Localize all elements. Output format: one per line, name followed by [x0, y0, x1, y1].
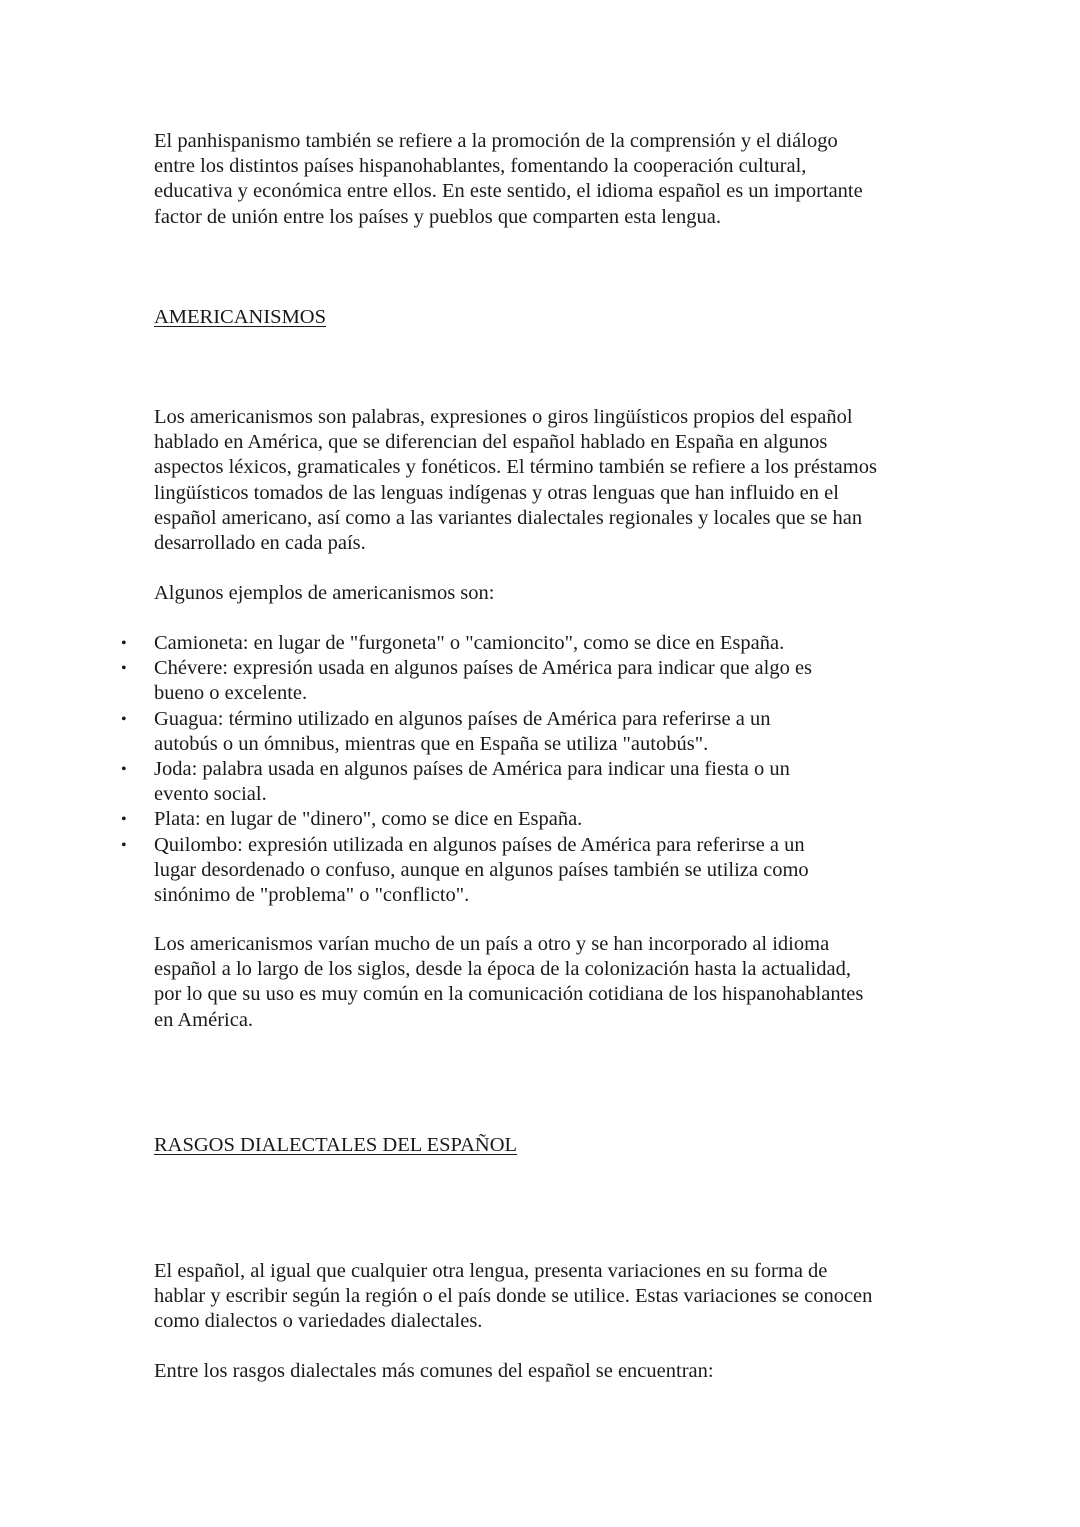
examples-intro	[154, 581, 934, 606]
text-line: Algunos ejemplos de americanismos son:	[154, 582, 495, 604]
rasgos-paragraph	[154, 1259, 934, 1335]
bullet-icon: •	[121, 635, 127, 652]
text-line: desarrollado en cada país.	[154, 532, 366, 555]
text-line: aspectos léxicos, gramaticales y fonéticos. El término también se refiere a los préstamos	[154, 456, 877, 479]
list-item	[89, 631, 934, 656]
text-line: Chévere: expresión usada en algunos países de América para indicar que algo es	[154, 657, 813, 680]
rasgos-list-intro	[154, 1359, 934, 1384]
text-line: educativa y económica entre ellos. En este sentido, el idioma español es un importante	[154, 180, 863, 203]
text-line: en América.	[154, 1008, 254, 1031]
list-item	[89, 656, 934, 706]
text-line: lugar desordenado o confuso, aunque en algunos países también se utiliza como	[154, 858, 809, 881]
intro-paragraph	[154, 129, 934, 230]
bullet-icon: •	[121, 836, 127, 854]
text-line: Plata: en lugar de "dinero", como se dice en España.	[154, 808, 583, 831]
text-line: factor de unión entre los países y pueblos que comparten esta lengua.	[154, 205, 721, 228]
text-line: lingüísticos tomados de las lenguas indígenas y otras lenguas que han influido en el	[154, 481, 839, 504]
examples-list	[89, 631, 934, 908]
text-line: Guagua: término utilizado en algunos países de América para referirse a un	[154, 707, 771, 730]
text-line: El panhispanismo también se refiere a la promoción de la comprensión y el diálogo	[154, 130, 838, 152]
text-line: español a lo largo de los siglos, desde la época de la colonización hasta la actualidad,	[154, 958, 851, 981]
list-item	[89, 707, 934, 757]
section-heading-americanismos	[154, 305, 934, 330]
bullet-icon: •	[121, 761, 127, 779]
text-line: Quilombo: expresión utilizada en algunos países de América para referirse a un	[154, 833, 805, 856]
americanismos-closing-paragraph	[154, 932, 934, 1033]
text-line: autobús o un ómnibus, mientras que en España se utiliza "autobús".	[154, 732, 709, 755]
list-item	[89, 807, 934, 832]
text-line: entre los distintos países hispanohablantes, fomentando la cooperación cultural,	[154, 155, 807, 178]
text-line: El español, al igual que cualquier otra lengua, presenta variaciones en su forma de	[154, 1260, 828, 1282]
bullet-icon: •	[121, 660, 127, 678]
text-line: Los americanismos varían mucho de un país a otro y se han incorporado al idioma	[154, 933, 830, 955]
bullet-icon: •	[121, 710, 127, 728]
text-line: sinónimo de "problema" o "conflicto".	[154, 884, 470, 907]
list-item	[89, 757, 934, 807]
heading-text: RASGOS DIALECTALES DEL ESPAÑOL	[154, 1134, 518, 1156]
text-line: evento social.	[154, 783, 267, 806]
americanismos-paragraph	[154, 405, 934, 556]
text-line: bueno o excelente.	[154, 682, 308, 705]
text-line: Entre los rasgos dialectales más comunes del español se encuentran:	[154, 1360, 714, 1382]
text-line: hablar y escribir según la región o el país donde se utilice. Estas variaciones se conocen	[154, 1285, 873, 1308]
text-line: por lo que su uso es muy común en la comunicación cotidiana de los hispanohablantes	[154, 983, 864, 1006]
list-item	[89, 833, 934, 909]
bullet-icon: •	[121, 811, 127, 829]
heading-text: AMERICANISMOS	[154, 306, 326, 328]
text-line: español americano, así como a las variantes dialectales regionales y locales que se han	[154, 506, 863, 529]
text-line: como dialectos o variedades dialectales.	[154, 1310, 483, 1333]
text-line: hablado en América, que se diferencian del español hablado en España en algunos	[154, 431, 828, 454]
text-line: Joda: palabra usada en algunos países de América para indicar una fiesta o un	[154, 758, 790, 781]
section-heading-rasgos	[154, 1133, 934, 1158]
text-line: Camioneta: en lugar de "furgoneta" o "camioncito", como se dice en España.	[154, 632, 785, 654]
text-line: Los americanismos son palabras, expresiones o giros lingüísticos propios del español	[154, 406, 853, 428]
